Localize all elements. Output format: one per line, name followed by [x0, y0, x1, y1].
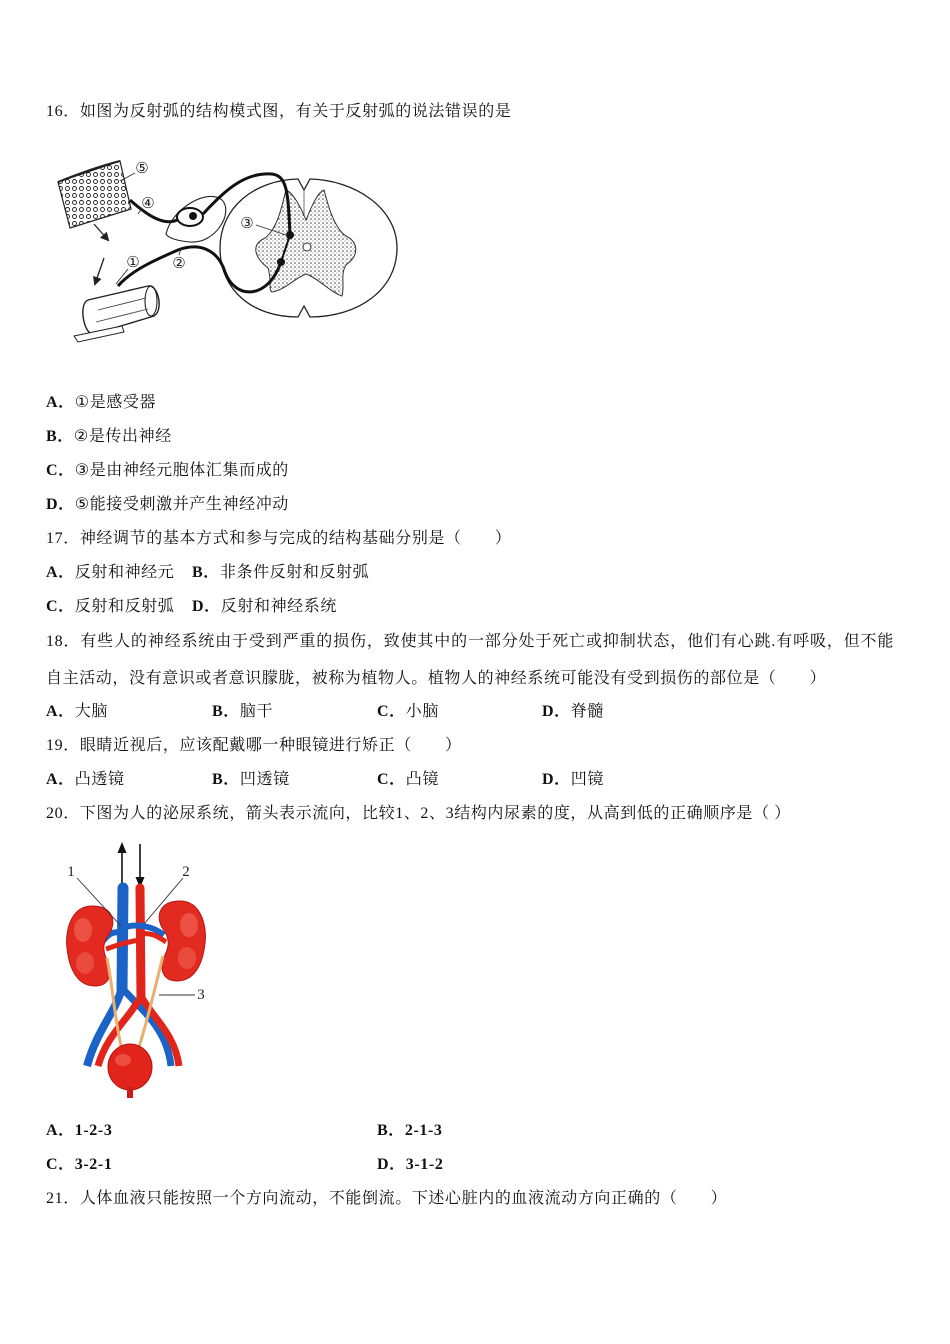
option-letter: C． [377, 703, 406, 720]
question-stem: 眼睛近视后，应该配戴哪一种眼镜进行矫正（ ） [79, 737, 462, 754]
q16-option-a [46, 393, 156, 413]
receptor-arrow [94, 224, 108, 240]
q21-stem-line [46, 1189, 727, 1209]
option-letter: C． [46, 598, 75, 615]
option-text: 2-1-3 [404, 1122, 443, 1139]
figure-label-3: ③ [240, 214, 254, 232]
q18-option-c [377, 702, 439, 722]
ganglion-cell-body [189, 212, 197, 220]
option-letter: D． [542, 703, 571, 720]
option-letter: C． [377, 771, 406, 788]
q17-option-c [46, 597, 174, 617]
figure-label-2: 2 [182, 864, 190, 880]
q18-stem-paragraph [46, 623, 894, 697]
q19-option-d [542, 770, 604, 790]
q19-option-a [46, 770, 125, 790]
option-text: 反射和神经系统 [220, 598, 337, 615]
vena-cava [122, 888, 123, 990]
option-letter: D． [46, 496, 75, 513]
q18-option-a [46, 702, 108, 722]
q17-option-b [192, 563, 369, 583]
question-stem: 神经调节的基本方式和参与完成的结构基础分别是（ ） [79, 530, 512, 547]
option-letter: B． [377, 1122, 405, 1139]
skin-receptor-shape [58, 161, 131, 228]
option-letter: D． [377, 1156, 406, 1173]
option-text: 凹镜 [570, 771, 604, 788]
question-stem: 有些人的神经系统由于受到严重的损伤，致使其中的一部分处于死亡或抑制状态，他们有心跳.有呼吸，但不能自主活动，没有意识或者意识朦胧，被称为植物人。植物人的神经系统可能没有受到损伤的部位是（ ） [46, 633, 894, 687]
question-number: 20． [46, 805, 80, 822]
q19-option-c [377, 770, 439, 790]
q17-option-a [46, 563, 174, 583]
option-text: 反射和反射弧 [74, 598, 175, 615]
option-letter: C． [46, 1156, 75, 1173]
figure-label-4: ④ [141, 194, 155, 212]
option-letter: B． [212, 703, 240, 720]
question-number: 17． [46, 530, 80, 547]
option-letter: D． [192, 598, 221, 615]
question-stem: 如图为反射弧的结构模式图，有关于反射弧的说法错误的是 [79, 103, 512, 120]
option-letter: A． [46, 1122, 75, 1139]
option-text: ①是感受器 [74, 394, 157, 411]
q20-option-b [377, 1121, 443, 1141]
figure-label-1: ① [126, 253, 140, 271]
option-letter: B． [192, 564, 220, 581]
option-text: ③是由神经元胞体汇集而成的 [74, 462, 289, 479]
q20-option-d [377, 1155, 443, 1175]
figure-label-2: ② [172, 254, 186, 272]
question-number: 18． [46, 633, 81, 650]
question-number: 19． [46, 737, 80, 754]
aorta [140, 888, 141, 998]
q20-stem-line [46, 804, 791, 824]
option-text: 3-1-2 [405, 1156, 444, 1173]
central-canal [303, 243, 311, 251]
kidney-left-lobe [76, 952, 94, 974]
option-letter: A． [46, 771, 75, 788]
option-text: 非条件反射和反射弧 [219, 564, 370, 581]
option-text: 3-2-1 [74, 1156, 113, 1173]
option-text: ⑤能接受刺激并产生神经冲动 [74, 496, 289, 513]
option-letter: A． [46, 394, 75, 411]
q16-stem-line [46, 102, 511, 122]
option-text: ②是传出神经 [73, 428, 172, 445]
option-text: 凸镜 [405, 771, 439, 788]
q19-stem-line [46, 736, 462, 756]
kidney-left [67, 906, 113, 986]
question-number: 21． [46, 1190, 80, 1207]
option-text: 凸透镜 [74, 771, 125, 788]
option-text: 脊髓 [570, 703, 604, 720]
q18-option-b [212, 702, 273, 722]
q16-option-c [46, 461, 289, 481]
option-text: 脑干 [239, 703, 274, 720]
option-text: 大脑 [74, 703, 108, 720]
figure-label-1: 1 [67, 864, 75, 880]
option-letter: B． [212, 771, 240, 788]
option-text: 小脑 [405, 703, 439, 720]
option-text: 1-2-3 [74, 1122, 113, 1139]
option-letter: B． [46, 428, 74, 445]
option-letter: C． [46, 462, 75, 479]
up-arrow-icon [118, 842, 127, 853]
reflex-arc-figure [50, 150, 410, 350]
kidney-right-lobe [178, 947, 196, 969]
option-letter: A． [46, 703, 75, 720]
q20-option-a [46, 1121, 112, 1141]
option-letter: A． [46, 564, 75, 581]
option-letter: D． [542, 771, 571, 788]
q18-option-d [542, 702, 604, 722]
figure-label-3: 3 [197, 987, 205, 1003]
option-text: 反射和神经元 [74, 564, 175, 581]
question-stem: 下图为人的泌尿系统，箭头表示流向，比较1、2、3结构内尿素的度，从高到低的正确顺序是（ ） [79, 805, 791, 822]
q16-option-b [46, 427, 172, 447]
question-number: 16． [46, 103, 80, 120]
kidney-right-lobe [180, 913, 198, 937]
q17-stem-line [46, 529, 511, 549]
q17-option-d [192, 597, 337, 617]
bladder [108, 1044, 152, 1090]
urethra [127, 1087, 133, 1098]
q20-option-c [46, 1155, 112, 1175]
q16-option-d [46, 495, 289, 515]
effector-arrow [95, 258, 104, 284]
urinary-system-figure [55, 838, 225, 1100]
kidney-left-lobe [74, 918, 92, 942]
option-text: 凹透镜 [239, 771, 290, 788]
bladder-highlight [115, 1054, 131, 1066]
figure-label-5: ⑤ [135, 159, 149, 177]
question-stem: 人体血液只能按照一个方向流动，不能倒流。下述心脏内的血液流动方向正确的（ ） [79, 1190, 728, 1207]
q19-option-b [212, 770, 290, 790]
